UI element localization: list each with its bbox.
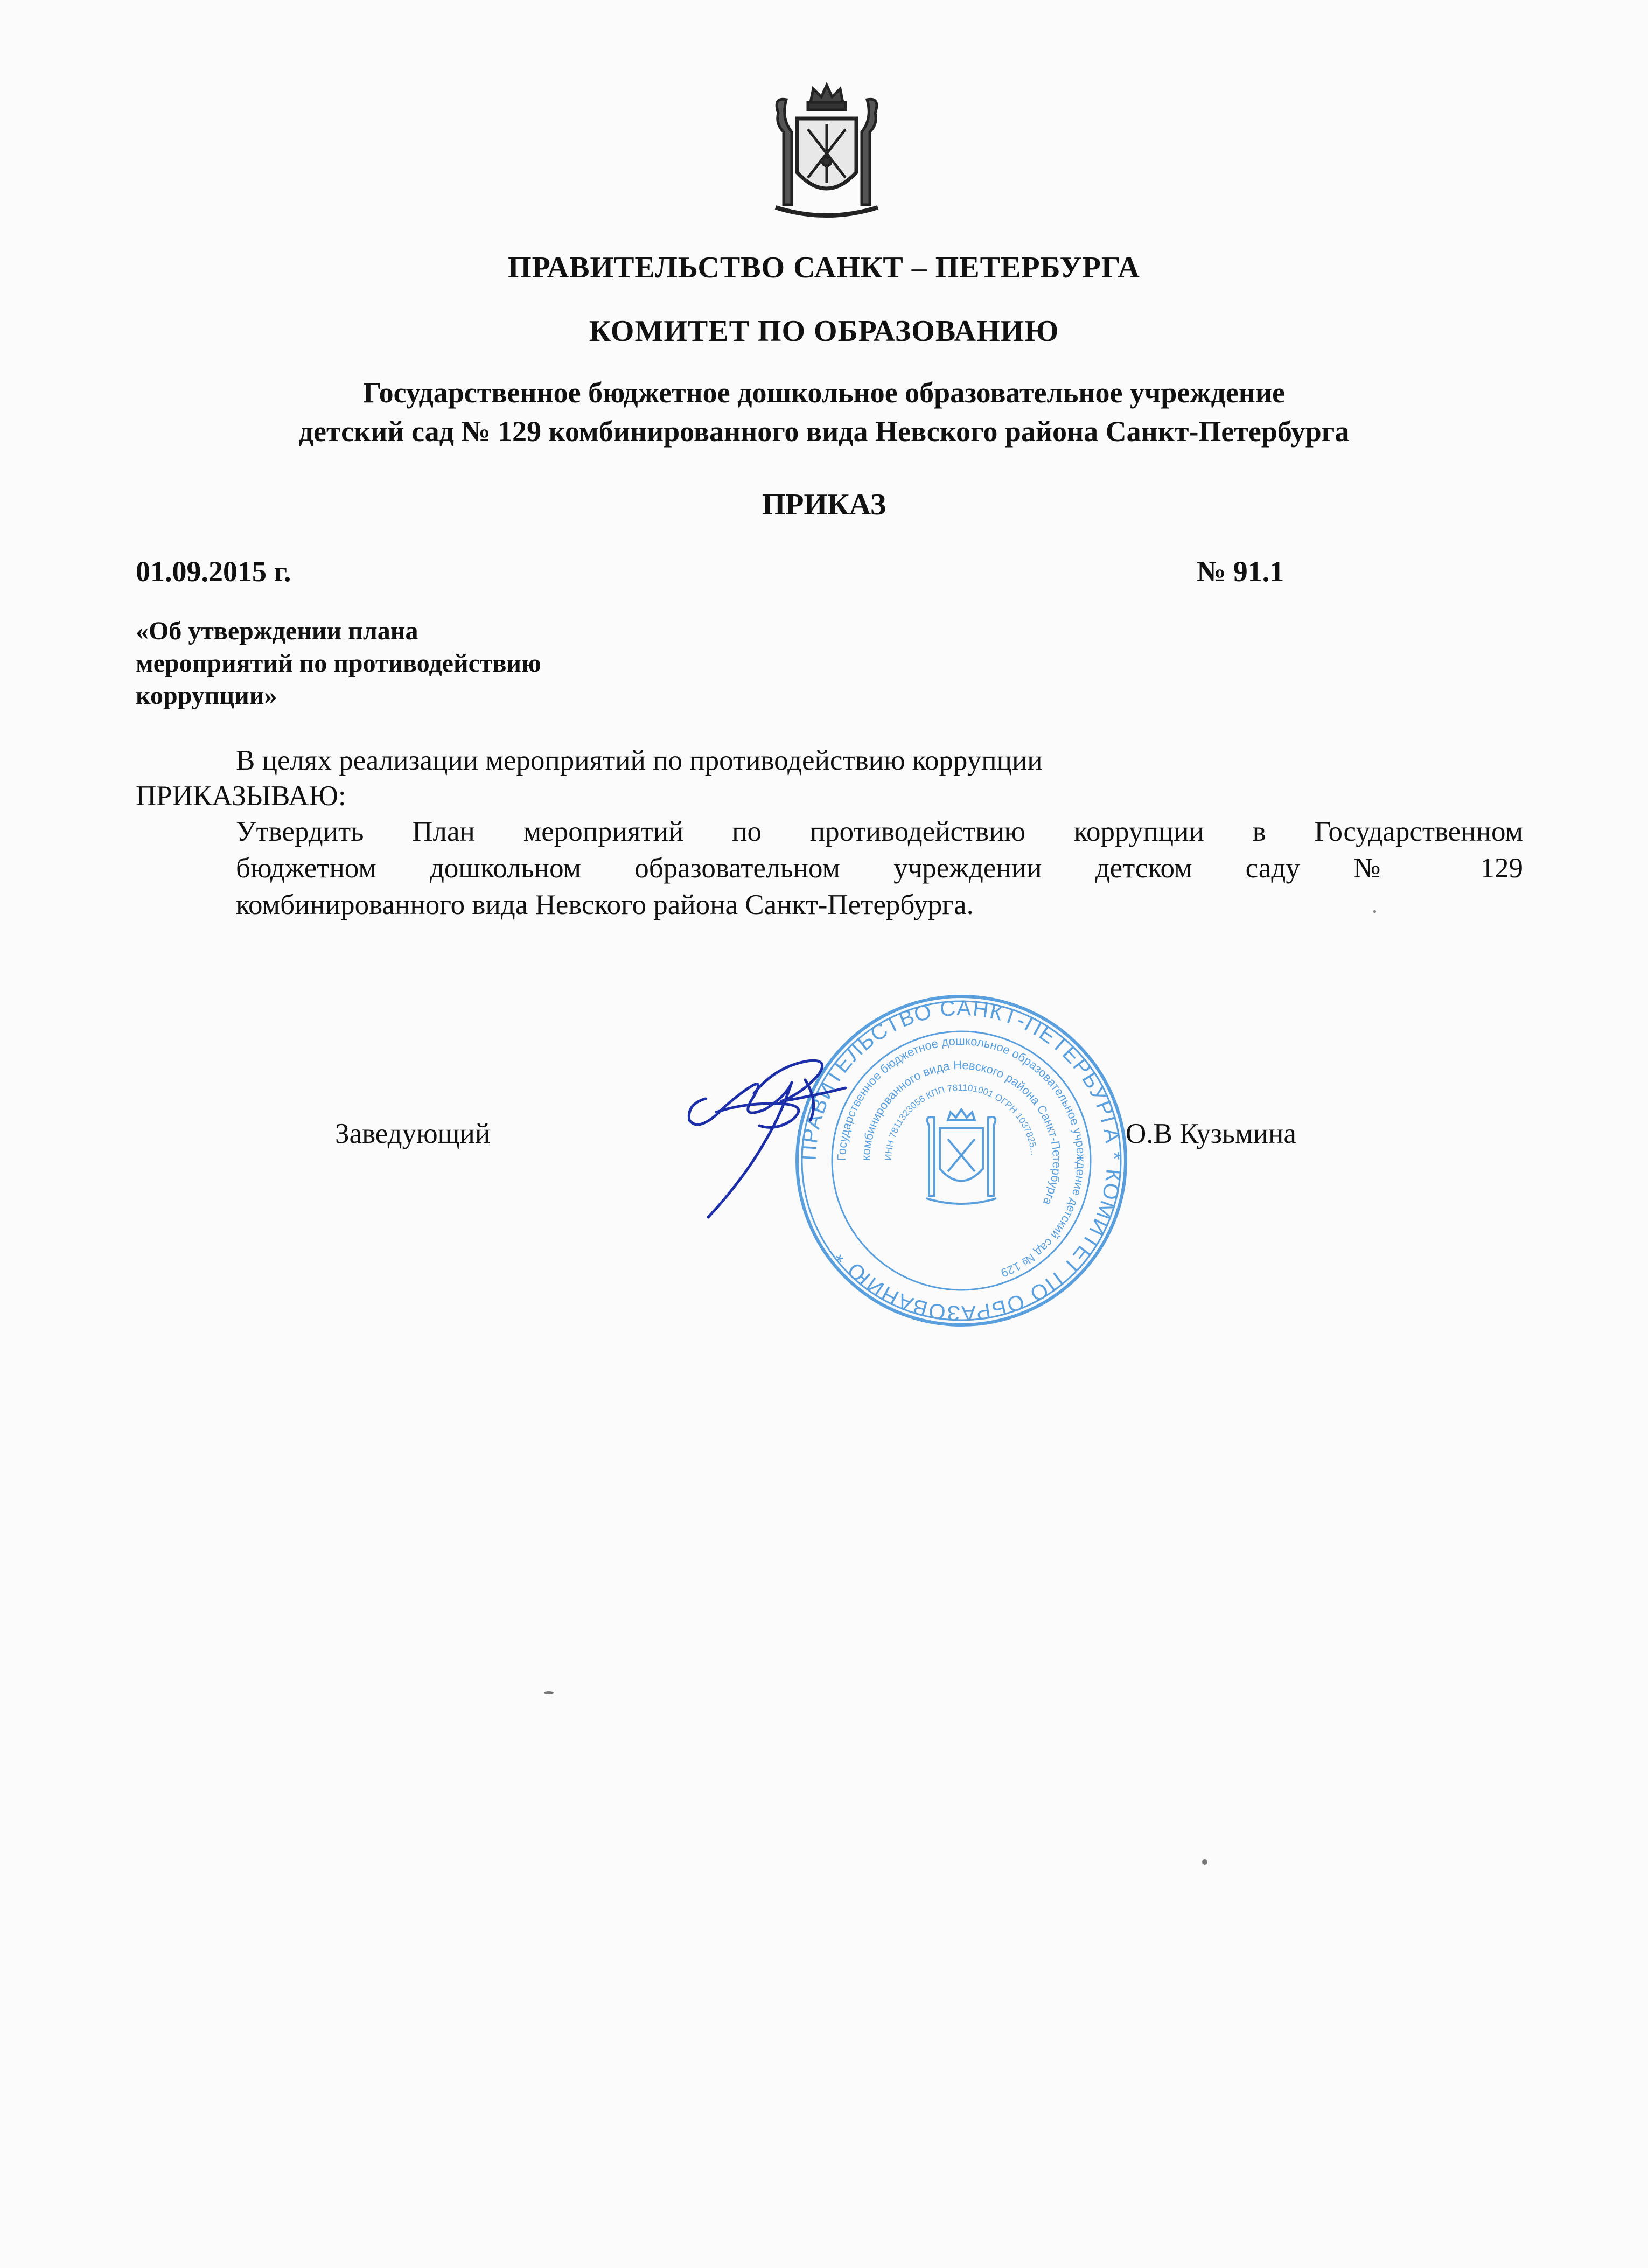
st-petersburg-coat-of-arms-icon [765, 81, 889, 221]
handwritten-signature [684, 1050, 862, 1223]
scan-speck [1202, 1859, 1207, 1865]
seal-codes-text: ИНН 7811323056 КПП 781101001 ОГРН 1037825... [883, 1082, 1039, 1161]
institution-name-line-2: детский сад № 129 комбинированного вида Невского района Санкт-Петербурга [298, 415, 1350, 448]
seal-inner-text: комбинированного вида Невского района Санкт-Петербурга [858, 1058, 1064, 1208]
decision-line: комбинированного вида Невского района Санкт-Петербурга. [236, 889, 974, 920]
committee-heading: КОМИТЕТ ПО ОБРАЗОВАНИЮ [589, 315, 1059, 348]
seal-middle-text: Государственное бюджетное дошкольное образовательное учреждение детский сад № 129 [834, 1034, 1088, 1280]
order-number: № 91.1 [1197, 555, 1284, 588]
order-subject [136, 615, 541, 712]
institution-name-line-1: Государственное бюджетное дошкольное образовательное учреждение [362, 376, 1286, 409]
decision-line: Утвердить План мероприятий по противодействию коррупции в Государственном [236, 816, 1523, 847]
order-verb: ПРИКАЗЫВАЮ: [136, 780, 346, 812]
scan-speck [1373, 910, 1376, 913]
scan-speck [544, 1691, 554, 1694]
order-title: ПРИКАЗ [762, 488, 886, 521]
subject-line: «Об утверждении плана [136, 617, 418, 645]
seal-coat-of-arms-icon [926, 1109, 996, 1204]
decision-line: бюджетном дошкольном образовательном учреждении детском саду № 129 [236, 853, 1523, 884]
preamble-text: В целях реализации мероприятий по противодействию коррупции [236, 745, 1043, 776]
seal-outer-text: ПРАВИТЕЛЬСТВО САНКТ-ПЕТЕРБУРГА * КОМИТЕТ ПО ОБРАЗОВАНИЮ * [797, 996, 1126, 1325]
subject-line: мероприятий по противодействию [136, 649, 541, 678]
order-date: 01.09.2015 г. [136, 555, 291, 588]
subject-line: коррупции» [136, 681, 277, 710]
signer-name: О.В Кузьмина [1126, 1118, 1296, 1149]
government-heading: ПРАВИТЕЛЬСТВО САНКТ – ПЕТЕРБУРГА [508, 251, 1140, 284]
decision-paragraph [236, 813, 1523, 923]
signer-position: Заведующий [335, 1118, 491, 1149]
